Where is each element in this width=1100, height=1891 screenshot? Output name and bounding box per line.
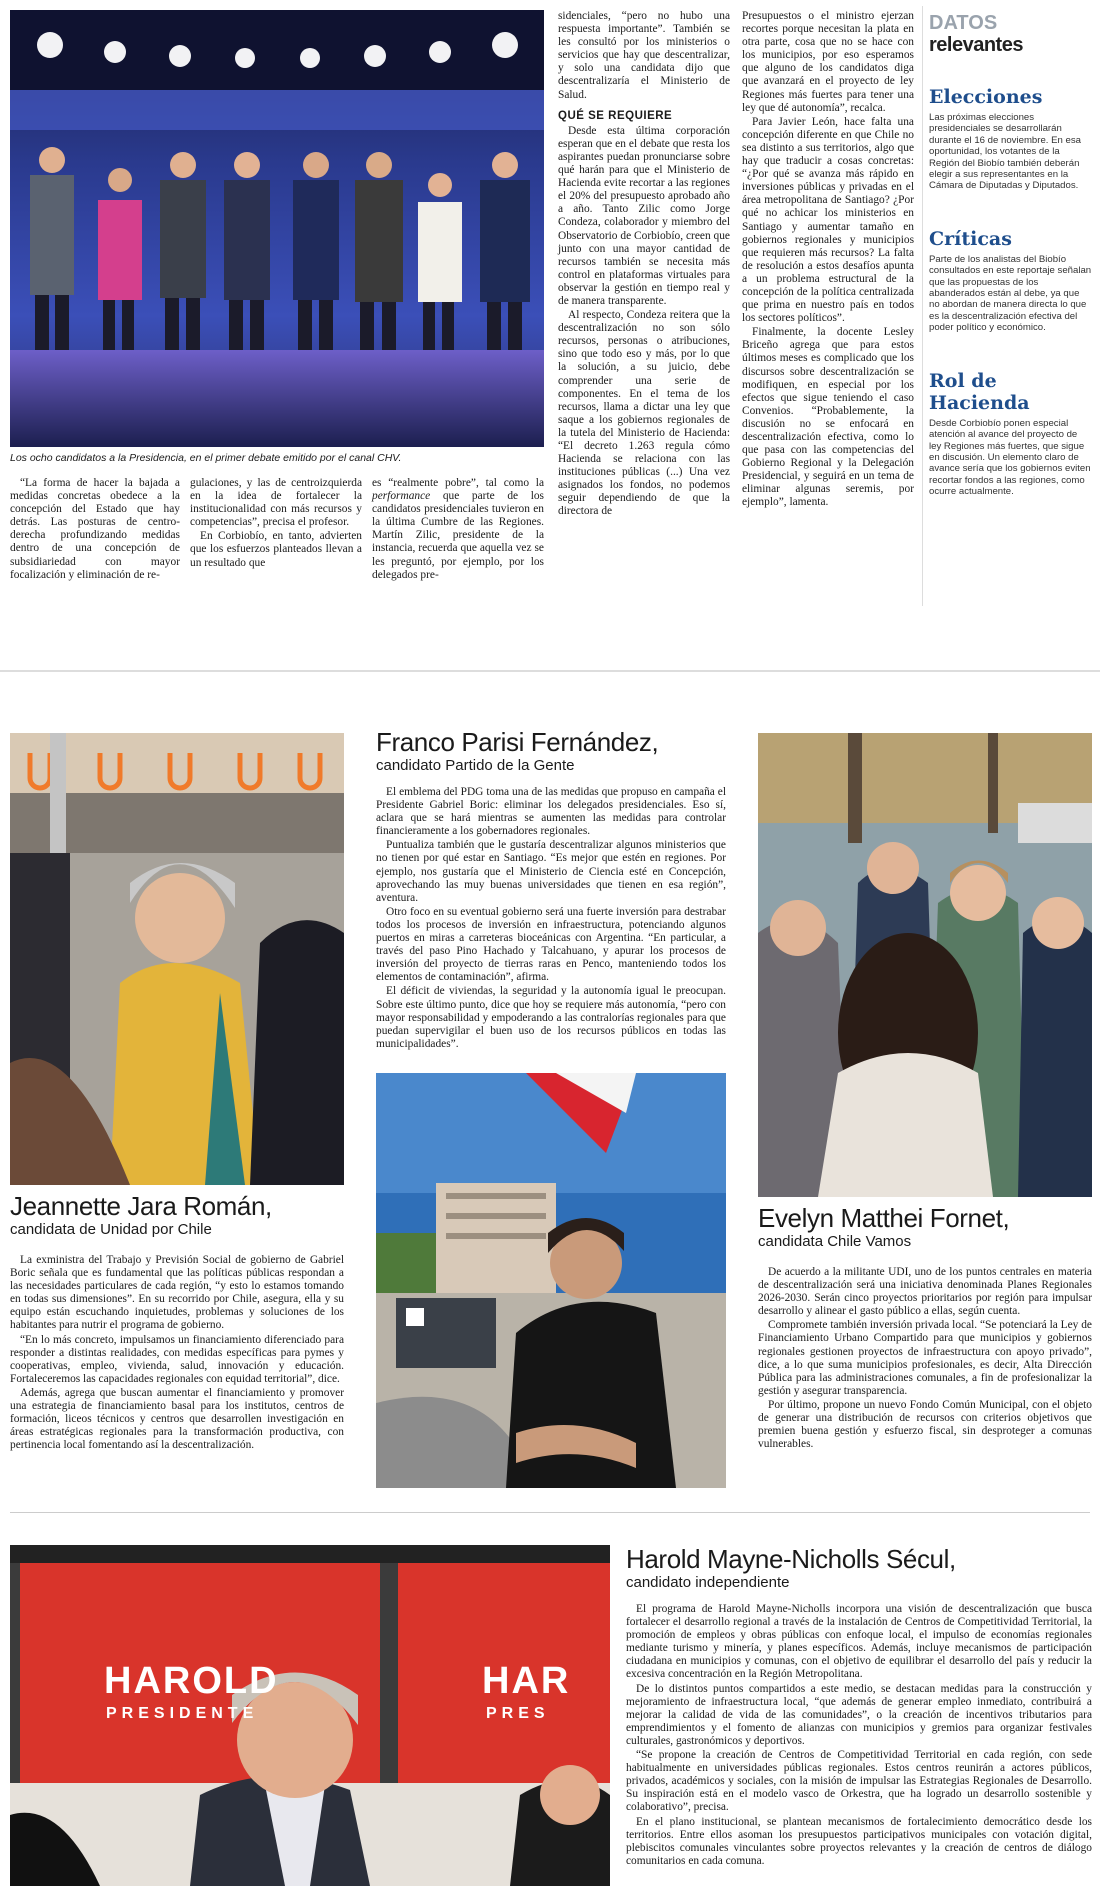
article-paragraph: “La forma de hacer la bajada a medidas concretas obedece a la concepción del Estado que hay detrás. Las posturas de centro-derecha profundizando medidas dentro de una concepción de subsidiariedad con mayor focalización y eliminación de re- (10, 477, 180, 581)
sidebar-item-text: Las próximas elecciones presidenciales se desarrollarán durante el 16 de noviembre. En esa oportunidad, los votantes de la Región del Biobío también deberán elegir a sus representantes en la Cámara de Diputadas y Diputados. (929, 112, 1082, 192)
candidate-role: candidata Chile Vamos (758, 1233, 912, 1250)
article-paragraph: Al respecto, Condeza reitera que la descentralización no son sólo recursos, personas o atribuciones, sino que todo eso y más, por lo que la solución, a su juicio, debe comprender una serie de componentes. En el tema de los recursos, llama a dictar una ley que saque a los gobiernos regionales de la tutela del Ministerio de Hacienda: “El decreto 1.263 regula cómo Hacienda se relaciona con las instituciones públicas (...) Una vez asignados los fondos, no podemos seguir dependiendo de que la directora de (558, 309, 730, 518)
sidebar-item-elecciones (929, 86, 1092, 192)
jara-photo (10, 733, 344, 1185)
matthei-photo (758, 733, 1092, 1197)
article-paragraph: Además, agrega que buscan aumentar el financiamiento y promover una estrategia de financiamiento basal para los institutos, centros de formación, liceos técnicos y centros que desarrollen investigación en áreas estratégicas regionales para la transformación productiva, con pertinencia local fomentando así la descentralización. (10, 1386, 344, 1452)
candidate-name: Harold Mayne-Nicholls Sécul, (626, 1544, 956, 1574)
banner-text-1: HAROLD (104, 1660, 279, 1702)
sidebar-label-1: DATOS (929, 12, 998, 34)
sidebar-item-text: Parte de los analistas del Biobío consultados en este reportaje señalan que las propuestas de los abanderados están al debe, ya que no abordan de manera directa lo que es la descentralización efectiva del poder político y económico. (929, 253, 1092, 334)
candidate-name: Evelyn Matthei Fornet, (758, 1203, 1010, 1233)
article-paragraph: Por último, propone un nuevo Fondo Común Municipal, con el objeto de generar una distribución de recursos con criterios objetivos que premien buena gestión y esfuerzo fiscal, sin desproteger a comunas vulnerables. (758, 1398, 1092, 1451)
article-paragraph: Finalmente, la docente Lesley Briceño agrega que para estos últimos meses es complicado que los discursos sobre descentralización se modifiquen, en especial por los efectos que sigue teniendo el caso Convenios. “Probablemente, la discusión no se enfocará en descentralización efectiva, como lo que pasa con las competencias del Gobierno Regional y la Delegación Presidencial, y seguirá en un tema de eliminar algunas seremis, por ejemplo”, lamenta. (742, 326, 914, 509)
sidebar-item-criticas (929, 228, 1092, 334)
sidebar-item-text: Desde Corbiobío ponen especial atención al avance del proyecto de ley Regiones más fuertes, que sigue en discusión. Un elemento claro de avance sería que los gobiernos eviten recortar fondos a las regiones, como ocurre actualmente. (929, 417, 1091, 498)
candidate-role: candidata de Unidad por Chile (10, 1221, 212, 1238)
candidate-role: candidato independiente (626, 1574, 790, 1591)
article-paragraph: Para Javier León, hace falta una concepción diferente en que Chile no sea distinto a sus territorios, algo que hay que traducir a cosas concretas: “¿Por qué se avanza más rápido en inversiones públicas y privadas en el área metropolitana de Santiago? ¿Por qué no achicar los ministerios en Santiago y aumentar tamaño en gobiernos regionales y municipios que requieren más recursos? La falta de resolución a estos desafíos apunta a un problema estructural de la concepción de la política centralizada que prima en nuestro país en todos los sectores políticos”. (742, 115, 914, 325)
article-paragraph: “Se propone la creación de Centros de Competitividad Territorial en cada región, con sede habitualmente en universidades públicas regionales. Estos centros reunirán a actores públicos, privados, académicos y sociales, con la misión de impulsar las Estrategias Regionales de Desarrollo. Su inspiración está en el modelo vasco de Orkestra, que ha logrado un desarrollo sostenible y colaborativo”, precisa. (626, 1749, 1092, 1814)
mayne-text (626, 1603, 1092, 1869)
sidebar (922, 6, 1092, 606)
candidate-name: Franco Parisi Fernández, (376, 727, 659, 757)
section-divider (10, 1512, 1090, 1513)
sidebar-item-title: Rol de Hacienda (929, 369, 1030, 414)
article-paragraph: Desde esta última corporación esperan que en el debate que resta los aspirantes puedan pronunciarse sobre qué harán para que el Ministerio de Hacienda evite recortar a las regiones el 20% del presupuesto aprobado año a año. Tanto Zilic como Jorge Condeza, colaborador y miembro del Observatorio de Corbiobío, creen que junto con una mayor cantidad de recursos también se necesita más control en plataformas virtuales para observar la gestión en tiempo real y de manera transparente. (558, 124, 730, 307)
article-paragraph: El emblema del PDG toma una de las medidas que propuso en campaña el Presidente Gabriel Boric: eliminar los delegados presidenciales. Eso sí, aclara que se hará mientras se aumenten las medidas para controlar financieramente a los gobernadores regionales. (376, 786, 726, 838)
page-divider (0, 670, 1100, 672)
parisi-photo (376, 1073, 726, 1488)
section-subhead: QUÉ SE REQUIERE (558, 109, 673, 122)
article-paragraph: Compromete también inversión privada local. “Se potenciará la Ley de Financiamiento Urbano Compartido para que municipios y gobiernos regionales gestionen proyectos de infraestructura con apoyo privado”, dice, a lo que suma municipios profesionales, es decir, Alta Dirección Pública para las administraciones comunales, a fin de profesionalizar la gestión y asegurar transparencia. (758, 1319, 1092, 1397)
article-col-2 (190, 477, 362, 571)
mayne-photo (10, 1545, 610, 1886)
article-paragraph: De lo distintos puntos compartidos a este medio, se destacan medidas para la construcción y mejoramiento de infraestructura local, “que además de generar empleo inmediato, contribuirá a mejorar la calidad de vida de las comunidades”, o la creación de incentivos tributarios para emprendimientos y el fomento de alianzas con municipios y gremios para organizar festivales culturales, gastronómicos y deportivos. (626, 1682, 1092, 1747)
jara-text (10, 1254, 344, 1453)
article-paragraph: En Corbiobío, en tanto, advierten que los esfuerzos plantеados llevan a un resultado que (190, 530, 362, 569)
article-paragraph: Otro foco en su eventual gobierno será una fuerte inversión para destrabar todos los procesos de inversión en infraestructura, potenciando algunos puertos en miras a carreteras bioceánicas con Argentina. “En particular, a través del paso Pino Hachado y Talcahuano, y apurar los procesos de inversión del proyecto de tierras raras en Penco, manteniendo todos los elementos de contaminación”, afirma. (376, 905, 726, 984)
banner-text-2: PRESIDENTE (106, 1705, 259, 1722)
parisi-text (376, 786, 726, 1052)
matthei-heading (758, 1204, 1092, 1250)
article-col-5 (742, 10, 914, 511)
banner-text-3: HAR (482, 1660, 571, 1702)
article-paragraph: El déficit de viviendas, la seguridad y la autonomía igual le preocupan. Sobre este último punto, dice que hoy se requiere más autonomía, “pero con mayor responsabilidad y empoderando a las contralorías regionales para que puedan supervigilar el buen uso de los recursos públicos en todas las municipalidades”. (376, 985, 726, 1050)
article-paragraph: De acuerdo a la militante UDI, uno de los puntos centrales en materia de descentralización será una iniciativa denominada Planes Regionales 2026-2030. Serán cinco proyectos prioritarios por región para impulsar desarrollo y alinear el gasto público a ellas, según cuenta. (758, 1266, 1092, 1318)
sidebar-item-title: Elecciones (929, 86, 1043, 108)
article-paragraph: “En lo más concreto, impulsamos un financiamiento diferenciado para responder a distintas realidades, con medidas específicas para pymes y cooperativas, empleo, vivienda, salud, innovación y educación. Fortaleceremos las capacidades regionales con equidad territorial”, dice. (10, 1333, 344, 1385)
jara-heading (10, 1192, 344, 1238)
article-col-1 (10, 477, 180, 583)
article-col-3 (372, 477, 544, 583)
article-paragraph (372, 477, 544, 582)
banner-text-4: PRES (486, 1705, 550, 1722)
article-text: es “realmente pobre”, tal como la (372, 477, 544, 489)
article-emphasis: performance (372, 490, 431, 503)
matthei-text (758, 1266, 1092, 1452)
candidate-role: candidato Partido de la Gente (376, 757, 575, 774)
sidebar-item-rol-de-hacienda (929, 370, 1092, 498)
debate-photo-caption: Los ocho candidatos a la Presidencia, en el primer debate emitido por el canal CHV. (10, 452, 402, 464)
article-paragraph: Presupuestos o el ministro ejerzan recortes porque necesitan la plata en otra parte, cosa que no se hace con los municipios, por eso esperamos que alguno de los candidatos diga que avanzará en el proyecto de ley Regiones más fuertes para tener una ley que dé autonomía”, recalca. (742, 10, 914, 114)
article-paragraph: En el plano institucional, se plantean mecanismos de fortalecimiento democrático desde los territorios. Entre ellos asoman los presupuestos participativos municipales con votación digital, plebiscitos comunales vinculantes sobre proyectos relevantes y la creación de centros de diálogo comunitarios en cada comuna. (626, 1815, 1092, 1867)
article-paragraph: Puntualiza también que le gustaría descentralizar algunos ministerios que no tienen por qué estar en Santiago. “Es mejor que estén en regiones. Por ejemplo, nos gustaría que el Ministerio de Ciencia esté en Concepción, aprovechando las muy buenas universidades que tienen en esa región”, aventura. (376, 839, 726, 904)
article-paragraph: La exministra del Trabajo y Previsión Social de gobierno de Gabriel Boric señala que es fundamental que las políticas públicas respondan a las necesidades particulares de cada región, “y esto lo estamos tomando en todas sus dimensiones”. En su recorrido por Chile, asegura, ella y su equipo están escuchando inquietudes, problemas y soluciones de los habitantes para nutrir el programa de gobierno. (10, 1254, 344, 1332)
sidebar-label-2: relevantes (929, 34, 1023, 56)
article-paragraph: gulaciones, y las de centroizquierda en la idea de fortalecer la institucionalidad con más recursos y competencias”, precisa el profesor. (190, 477, 362, 529)
article-paragraph: sidenciales, “pero no hubo una respuesta importante”. También se les consultó por los ministerios o servicios que hay que descentralizar, y solo una candidata dijo que descentralizaría el Ministerio de Salud. (558, 10, 730, 101)
article-text: que parte de los candidatos presidenciales tuvieron en la última Cumbre de las Regiones. Martín Zilic, presidente de la instancia, recuerda que aquella vez se les preguntó, por ejemplo, por los delegados pre- (372, 490, 544, 581)
parisi-heading (376, 728, 726, 774)
article-paragraph: El programa de Harold Mayne-Nicholls incorpora una visión de descentralización que busca fortalecer el desarrollo regional a través de la instalación de Centros de Competitividad Territorial, la promoción de empleos y obras públicas con enfoque local, el impulso de economías regionales mediante turismo y minería, y planes específicos. Además, incluye mecanismos de participación ciudadana en municipios y comunas, con el objetivo de equilibrar el desarrollo del país y reducir la excesiva concentración en la Región Metropolitana. (626, 1603, 1092, 1681)
debate-photo (10, 10, 544, 447)
article-col-4 (558, 10, 730, 520)
mayne-heading (626, 1545, 1092, 1591)
sidebar-item-title: Críticas (929, 227, 1012, 250)
candidate-name: Jeannette Jara Román, (10, 1191, 272, 1221)
